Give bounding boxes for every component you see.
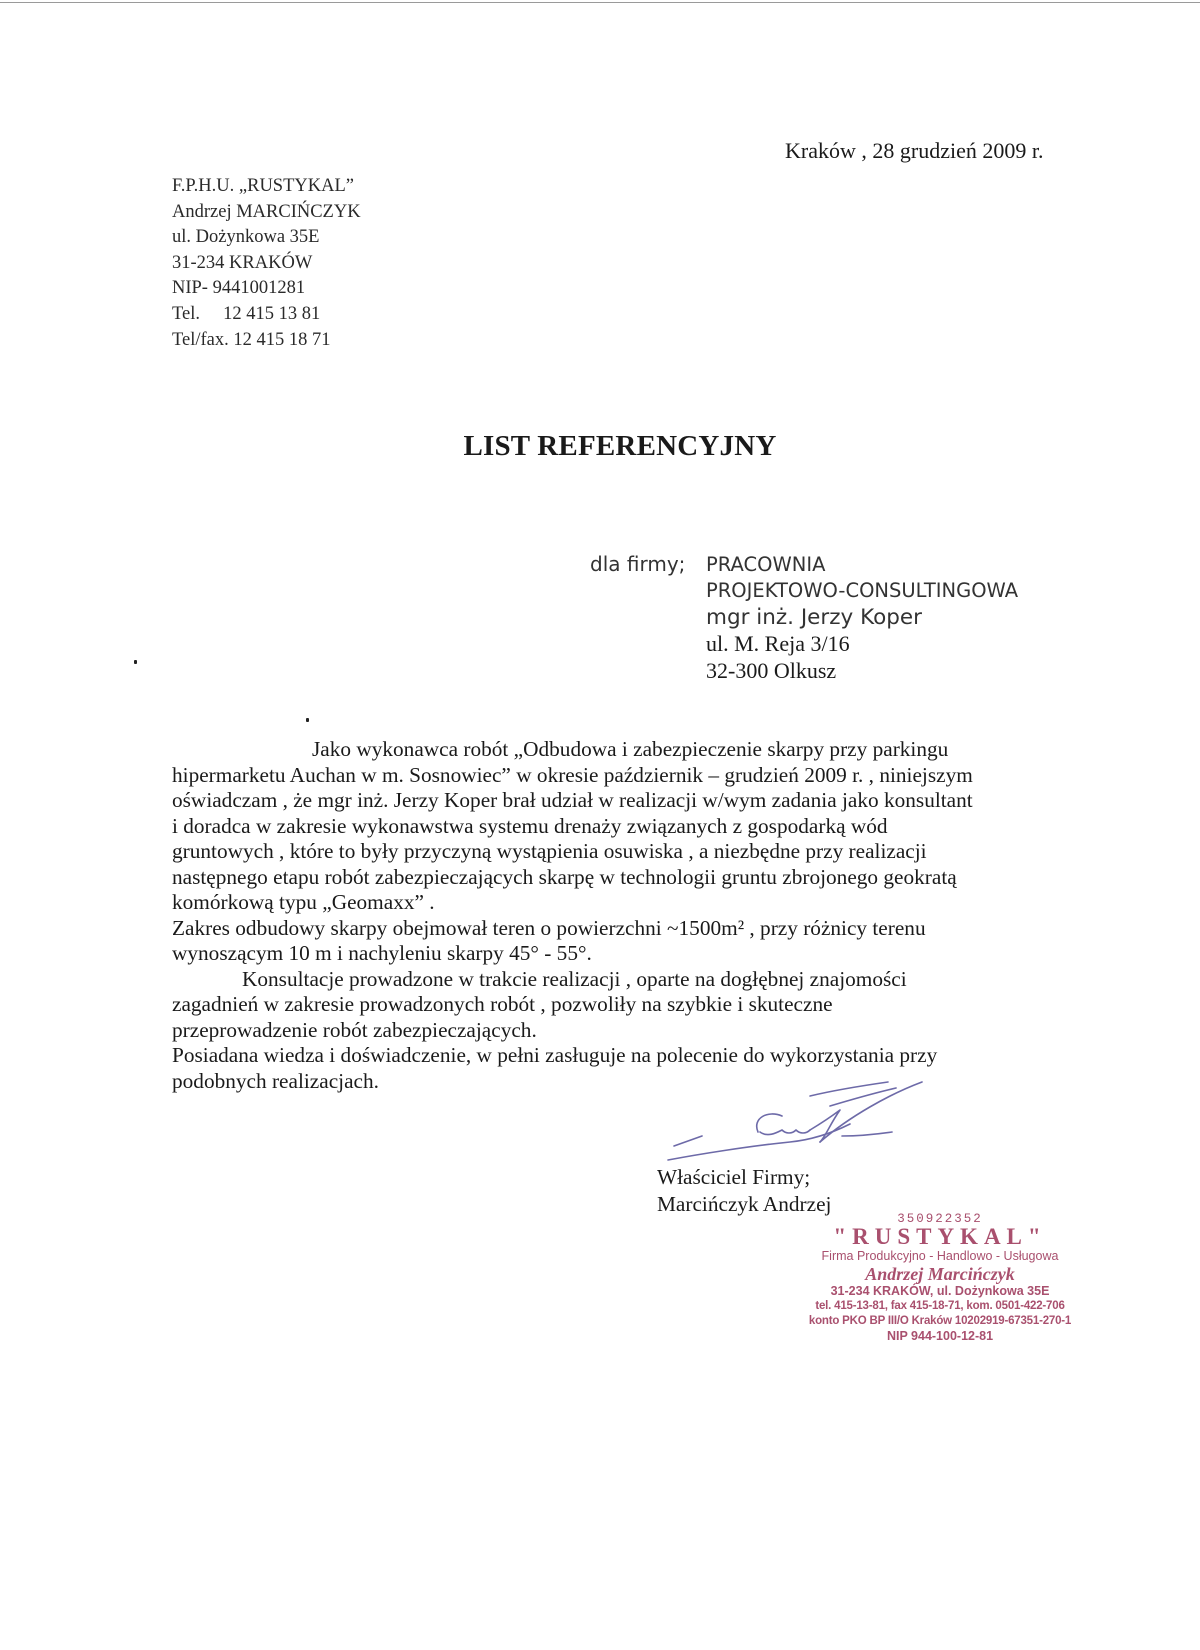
body-line: komórkową typu „Geomaxx” . (172, 890, 435, 914)
closing-role: Właściciel Firmy; (657, 1165, 811, 1189)
stamp-subtitle: Firma Produkcyjno - Handlowo - Usługowa (821, 1249, 1059, 1263)
body-line: zagadnień w zakresie prowadzonych robót , pozwoliły na szybkie i skuteczne (172, 992, 833, 1016)
body-line: wynoszącym 10 m i nachyleniu skarpy 45° - 55°. (172, 941, 592, 965)
company-stamp (780, 1212, 1100, 1344)
sender-nip: NIP- 9441001281 (172, 278, 306, 299)
body-line: podobnych realizacjach. (172, 1068, 379, 1093)
body-line: hipermarketu Auchan w m. Sosnowiec” w okresie październik – grudzień 2009 r. , niniejszym (172, 762, 973, 787)
stamp-account: konto PKO BP III/O Kraków 10202919-67351-270-1 (808, 1315, 1072, 1327)
scan-speck (306, 718, 309, 722)
closing-name: Marcińczyk Andrzej (657, 1192, 832, 1216)
stamp-owner: Andrzej Marcińczyk (865, 1264, 1015, 1284)
closing-block (657, 1164, 831, 1218)
body-line: Jako wykonawca robót „Odbudowa i zabezpieczenie skarpy przy parkingu (312, 737, 949, 761)
sender-company: F.P.H.U. „RUSTYKAL” (172, 176, 354, 196)
body-line: gruntowych , które to były przyczyną wystąpienia osuwiska , a niezbędne przy realizacji (172, 839, 927, 863)
sender-tel: Tel. 12 415 13 81 (172, 303, 321, 324)
letter-date: Kraków , 28 grudzień 2009 r. (785, 138, 1044, 163)
recipient-label: dla firmy; (590, 552, 686, 576)
scan-speck (134, 660, 137, 664)
letter-title: LIST REFERENCYJNY (463, 430, 777, 462)
recipient-line: PROJEKTOWO-CONSULTINGOWA (706, 579, 1019, 602)
body-line: następnego etapu robót zabezpieczających skarpę w technologii gruntu zbrojonego geokratą (172, 864, 957, 889)
scan-top-edge (0, 2, 1200, 3)
sender-telfax: Tel/fax. 12 415 18 71 (172, 329, 331, 350)
stamp-nip: NIP 944-100-12-81 (886, 1329, 994, 1343)
stamp-regon: 350922352 (897, 1212, 983, 1226)
sender-city: 31-234 KRAKÓW (172, 252, 313, 273)
stamp-phones: tel. 415-13-81, fax 415-18-71, kom. 0501-422-706 (815, 1300, 1065, 1312)
body-line: i doradca w zakresie wykonawstwa systemu drenaży związanych z gospodarką wód (172, 813, 888, 838)
body-line: przeprowadzenie robót zabezpieczających. (172, 1017, 537, 1042)
recipient-line: PRACOWNIA (706, 553, 826, 576)
sender-street: ul. Dożynkowa 35E (172, 227, 320, 248)
recipient-line: mgr inż. Jerzy Koper (706, 605, 922, 630)
recipient-block (706, 552, 1018, 684)
recipient-line: ul. M. Reja 3/16 (706, 631, 850, 656)
body-line: Posiadana wiedza i doświadczenie, w pełni zasługuje na polecenie do wykorzystania przy (172, 1043, 938, 1067)
stamp-company-name: "RUSTYKAL" (833, 1224, 1047, 1249)
body-line: Konsultacje prowadzone w trakcie realizacji , oparte na dogłębnej znajomości (242, 966, 907, 991)
sender-owner: Andrzej MARCIŃCZYK (172, 201, 361, 222)
stamp-address: 31-234 KRAKÓW, ul. Dożynkowa 35E (830, 1284, 1050, 1298)
handwritten-signature (660, 1080, 940, 1170)
body-line: oświadczam , że mgr inż. Jerzy Koper brał udział w realizacji w/wym zadania jako konsultant (172, 788, 973, 812)
letter-body (172, 737, 1072, 1094)
sender-block (172, 174, 361, 353)
recipient-line: 32-300 Olkusz (706, 657, 837, 683)
body-line: Zakres odbudowy skarpy obejmował teren o powierzchni ~1500m² , przy różnicy terenu (172, 915, 926, 940)
